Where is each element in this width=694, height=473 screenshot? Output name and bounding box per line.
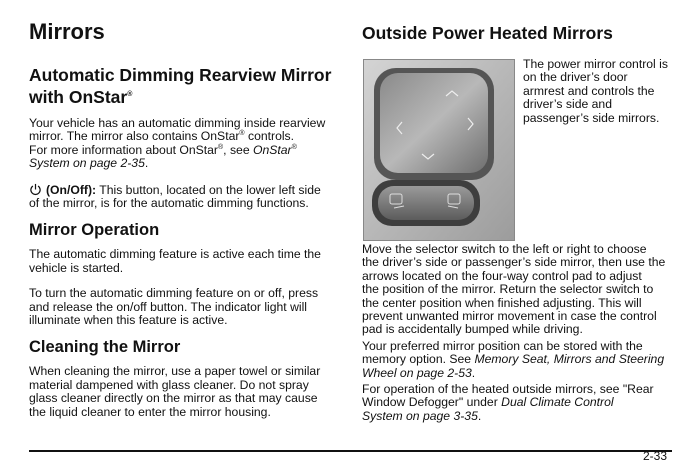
text: For operation of the heated outside mirrors, see "Rear [362, 382, 654, 397]
text: For more information about OnStar [29, 142, 218, 157]
text: Move the selector switch to the left or right to choose [362, 242, 647, 256]
registered-mark: ® [218, 143, 224, 151]
footer-rule [29, 450, 672, 452]
text: , see [223, 142, 253, 157]
cross-reference: System on page 3-35 [362, 408, 478, 423]
text: Window Defogger" under [362, 395, 502, 410]
section-heading-operation: Mirror Operation [29, 221, 160, 240]
text: The automatic dimming feature is active each time the [29, 247, 321, 262]
text: the position of the mirror. Return the selector switch to [362, 282, 654, 297]
heading-line: Automatic Dimming Rearview Mirror [29, 65, 332, 85]
text: material dampened with glass cleaner. Do not spray [29, 377, 309, 392]
text: the liquid cleaner to enter the mirror housing. [29, 404, 271, 419]
text: on the driver’s door [523, 70, 628, 85]
text: mirror. The mirror also contains OnStar [29, 129, 240, 144]
text: passenger’s side mirrors. [523, 110, 660, 125]
paragraph-dimming-intro [29, 117, 341, 171]
text: vehicle is started. [29, 260, 124, 275]
text: This button, located on the lower left side [96, 182, 321, 197]
text: glass cleaner directly on the mirror as that may cause [29, 391, 318, 406]
text: pad is accidentally bumped while driving. [362, 322, 583, 337]
paragraph-onoff [29, 183, 341, 211]
section-heading-cleaning: Cleaning the Mirror [29, 338, 181, 357]
cross-reference: Memory Seat, Mirrors and Steering [474, 352, 665, 367]
page-number: 2-33 [642, 449, 667, 463]
paragraph-heated [362, 383, 678, 423]
section-heading-outside-mirrors: Outside Power Heated Mirrors [362, 23, 613, 43]
text: To turn the automatic dimming feature on or off, press [29, 286, 319, 301]
paragraph-memory [362, 340, 678, 380]
onoff-label: (On/Off): [46, 182, 97, 197]
text: the center position when finished adjusting. This will [362, 295, 642, 310]
text: . [144, 156, 149, 171]
text: controls. [244, 129, 295, 144]
paragraph-selector [362, 243, 678, 337]
text: prevent unwanted mirror movement in case the control [362, 309, 657, 324]
paragraph-cleaning [29, 365, 341, 419]
text: and release the on/off button. The indicator light will [29, 299, 308, 314]
text: The power mirror control is [523, 57, 668, 71]
section-heading-dimming [29, 64, 341, 108]
registered-mark: ® [291, 143, 297, 151]
text: illuminate when this feature is active. [29, 313, 228, 328]
left-column [29, 64, 341, 419]
mirror-control-illustration [363, 59, 515, 241]
text: Your vehicle has an automatic dimming inside rearview [29, 116, 326, 130]
heading-line: with OnStar [29, 87, 128, 107]
page-title: Mirrors [29, 19, 105, 44]
text: driver’s side and [523, 97, 612, 112]
cross-reference: System on page 2-35 [29, 156, 145, 171]
text: . [477, 408, 482, 423]
power-icon [29, 183, 42, 196]
cross-reference: OnStar [252, 142, 292, 157]
mirror-control-drawing [364, 60, 514, 240]
figure-caption [523, 58, 673, 125]
text: . [471, 365, 476, 380]
text: Your preferred mirror position can be stored with the [362, 338, 643, 353]
registered-mark: ® [239, 130, 245, 138]
text: When cleaning the mirror, use a paper towel or similar [29, 364, 321, 379]
paragraph-operation-1 [29, 248, 341, 275]
text: arrows located on the four-way control pad to adjust [362, 268, 642, 283]
registered-mark: ® [127, 91, 133, 99]
paragraph-operation-2 [29, 287, 341, 327]
text: of the mirror, is for the automatic dimming functions. [29, 196, 309, 211]
text: the driver’s side or passenger’s side mirror, then use the [362, 255, 666, 270]
text: armrest and controls the [523, 83, 655, 98]
text: memory option. See [362, 352, 475, 367]
cross-reference: Wheel on page 2-53 [362, 365, 472, 380]
right-column-body [362, 243, 678, 423]
cross-reference: Dual Climate Control [501, 395, 614, 410]
